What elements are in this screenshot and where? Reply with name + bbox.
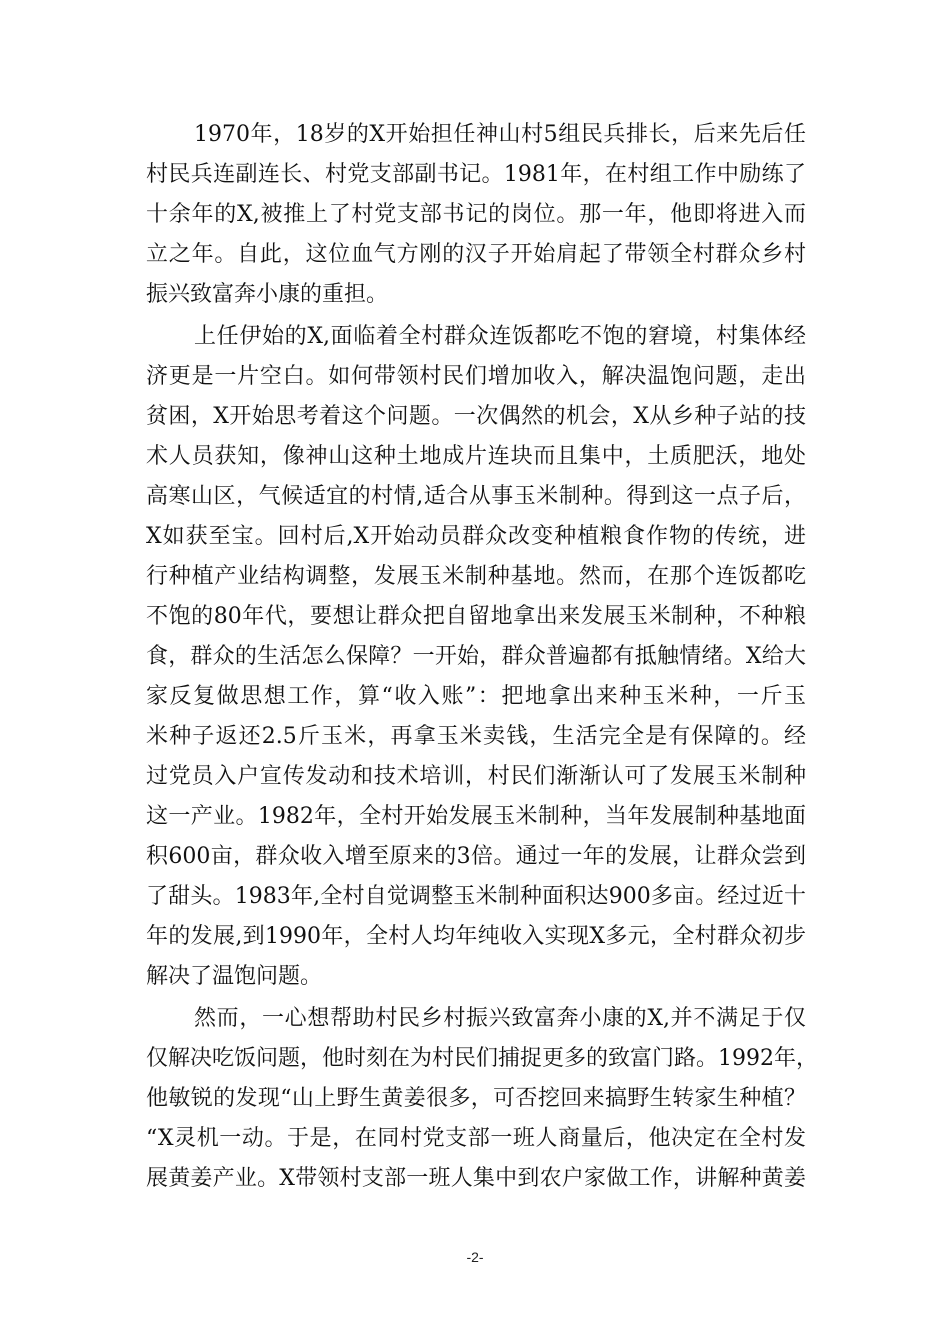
text-line: 1970年，18岁的X开始担任神山村5组民兵排长，后来先后任 (194, 122, 806, 147)
text-line: 食，群众的生活怎么保障？一开始，群众普遍都有抵触情绪。X给大 (146, 644, 806, 669)
text-line: 他敏锐的发现“山上野生黄姜很多，可否挖回来搞野生转家生种植？ (146, 1086, 806, 1111)
text-line: 村民兵连副连长、村党支部副书记。1981年，在村组工作中励练了 (146, 162, 806, 187)
text-line: 解决了温饱问题。 (146, 964, 323, 989)
text-line: 了甜头。1983年,全村自觉调整玉米制种面积达900多亩。经过近十 (146, 884, 806, 909)
text-line: 积600亩，群众收入增至原来的3倍。通过一年的发展，让群众尝到 (146, 844, 806, 869)
text-line: 术人员获知，像神山这种土地成片连块而且集中，土质肥沃，地处 (146, 444, 806, 469)
text-line: 高寒山区，气候适宜的村情,适合从事玉米制种。得到这一点子后， (146, 484, 806, 509)
text-line: 济更是一片空白。如何带领村民们增加收入，解决温饱问题，走出 (146, 364, 806, 389)
text-line: 仅解决吃饭问题，他时刻在为村民们捕捉更多的致富门路。1992年， (146, 1046, 818, 1071)
text-line: X如获至宝。回村后,X开始动员群众改变种植粮食作物的传统，进 (146, 524, 806, 549)
text-line: 贫困，X开始思考着这个问题。一次偶然的机会，X从乡种子站的技 (146, 404, 806, 429)
text-line: 然而，一心想帮助村民乡村振兴致富奔小康的X,并不满足于仅 (194, 1006, 806, 1031)
text-line: 不饱的80年代，要想让群众把自留地拿出来发展玉米制种，不种粮 (146, 604, 806, 629)
page-number: -2- (466, 1249, 484, 1265)
text-line: 行种植产业结构调整，发展玉米制种基地。然而，在那个连饭都吃 (146, 564, 806, 589)
text-line: 十余年的X,被推上了村党支部书记的岗位。那一年，他即将进入而 (146, 202, 806, 227)
text-line: 年的发展,到1990年，全村人均年纯收入实现X多元，全村群众初步 (146, 924, 806, 949)
text-line: 展黄姜产业。X带领村支部一班人集中到农户家做工作，讲解种黄姜 (146, 1166, 806, 1191)
text-line: 米种子返还2.5斤玉米，再拿玉米卖钱，生活完全是有保障的。经 (146, 724, 806, 749)
text-line: 家反复做思想工作，算“收入账”：把地拿出来种玉米种，一斤玉 (146, 684, 806, 709)
text-line: “X灵机一动。于是，在同村党支部一班人商量后，他决定在全村发 (146, 1126, 806, 1151)
text-line: 上任伊始的X,面临着全村群众连饭都吃不饱的窘境，村集体经 (194, 324, 806, 349)
text-line: 这一产业。1982年，全村开始发展玉米制种，当年发展制种基地面 (146, 804, 806, 829)
text-line: 过党员入户宣传发动和技术培训，村民们渐渐认可了发展玉米制种 (146, 764, 806, 789)
text-line: 振兴致富奔小康的重担。 (146, 282, 389, 307)
text-line: 立之年。自此，这位血气方刚的汉子开始肩起了带领全村群众乡村 (146, 242, 806, 267)
